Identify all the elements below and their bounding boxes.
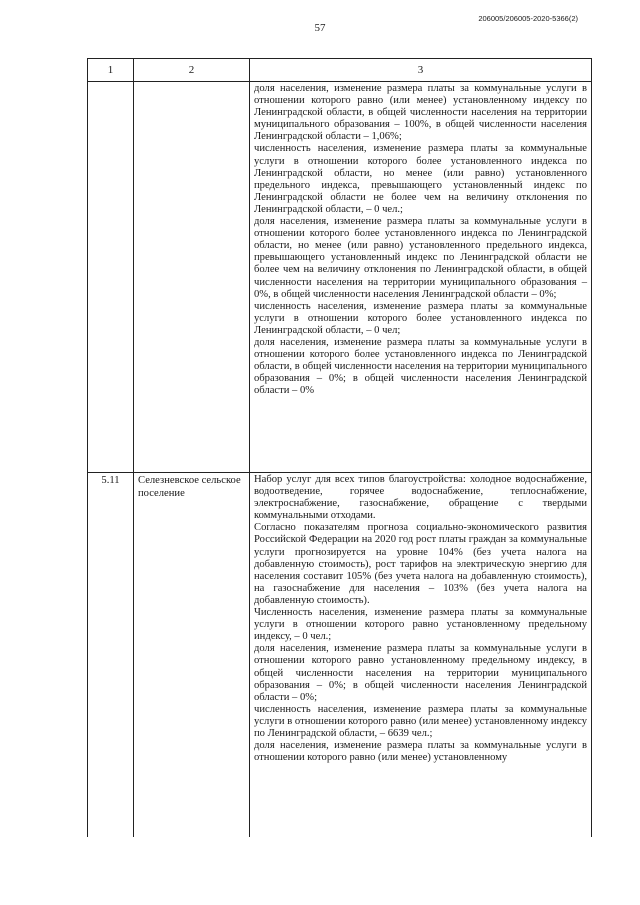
table-header-row — [88, 59, 592, 82]
document-code: 206005/206005-2020-5366(2) — [478, 14, 578, 23]
description-cell — [250, 82, 592, 473]
table-row — [88, 82, 592, 473]
page-number: 57 — [314, 22, 326, 34]
municipality-name — [134, 82, 250, 473]
paragraph: доля населения, изменение размера платы за коммунальные услуги в отношении которого равно установленному предельному индексу, в общей численности населения на территории муниципального образования – 0%; в общей численности населения Ленинградской области – 0%; — [254, 643, 587, 703]
table-row — [88, 473, 592, 838]
column-header-3: 3 — [250, 59, 592, 82]
paragraph: численность населения, изменение размера платы за коммунальные услуги в отношении которого более установленного индекса по Ленинградской области, но менее (или равно) установленного предельного индекса, превышающего установленный индекс по Ленинградской области не более чем на величину отклонения по Ленинградской области, – 0 чел.; — [254, 143, 587, 215]
paragraph: Набор услуг для всех типов благоустройства: холодное водоснабжение, водоотведение, горячее водоснабжение, теплоснабжение, электроснабжение, газоснабжение, обращение с твердыми коммунальными отходами. — [254, 474, 587, 522]
row-number: 5.11 — [88, 473, 134, 838]
paragraph: доля населения, изменение размера платы за коммунальные услуги в отношении которого равно (или менее) установленному индексу по Ленинградской области, в общей численности населения на территории муниципального образования – 100%, в общей численности населения Ленинградской области – 1,06%; — [254, 83, 587, 143]
paragraph: численность населения, изменение размера платы за коммунальные услуги в отношении которого более установленного индекса по Ленинградской области, – 0 чел; — [254, 300, 587, 336]
document-table — [87, 58, 592, 837]
column-header-2: 2 — [134, 59, 250, 82]
paragraph: Численность населения, изменение размера платы за коммунальные услуги в отношении которого равно установленному предельному индексу, – 0 чел.; — [254, 607, 587, 643]
column-header-1: 1 — [88, 59, 134, 82]
municipality-name: Селезневское сельское поселение — [134, 473, 250, 838]
paragraph: численность населения, изменение размера платы за коммунальные услуги в отношении которого равно (или менее) установленному индексу по Ленинградской области, – 6639 чел.; — [254, 703, 587, 739]
paragraph: Согласно показателям прогноза социально-экономического развития Российской Федерации на 2020 год рост платы граждан за коммунальные услуги прогнозируется на уровне 104% (без учета налога на добавленную стоимость), рост тарифов на электрическую энергию для населения составит 105% (без учета налога на добавленную стоимость), на газоснабжение для населения – 103% (без учета налога на добавленную стоимость). — [254, 522, 587, 606]
paragraph: доля населения, изменение размера платы за коммунальные услуги в отношении которого равно (или менее) установленному — [254, 740, 587, 764]
description-cell — [250, 473, 592, 838]
row-number — [88, 82, 134, 473]
paragraph: доля населения, изменение размера платы за коммунальные услуги в отношении которого более установленного индекса по Ленинградской области, в общей численности населения на территории муниципального образования – 0%; в общей численности населения Ленинградской области – 0% — [254, 336, 587, 397]
paragraph: доля населения, изменение размера платы за коммунальные услуги в отношении которого более установленного индекса по Ленинградской области, но менее (или равно) установленного предельного индекса, превышающего установленный индекс по Ленинградской области не более чем на величину отклонения по Ленинградской области, в общей численности населения на территории муниципального образования – 0%, в общей численности населения Ленинградской области – 0%; — [254, 216, 587, 300]
